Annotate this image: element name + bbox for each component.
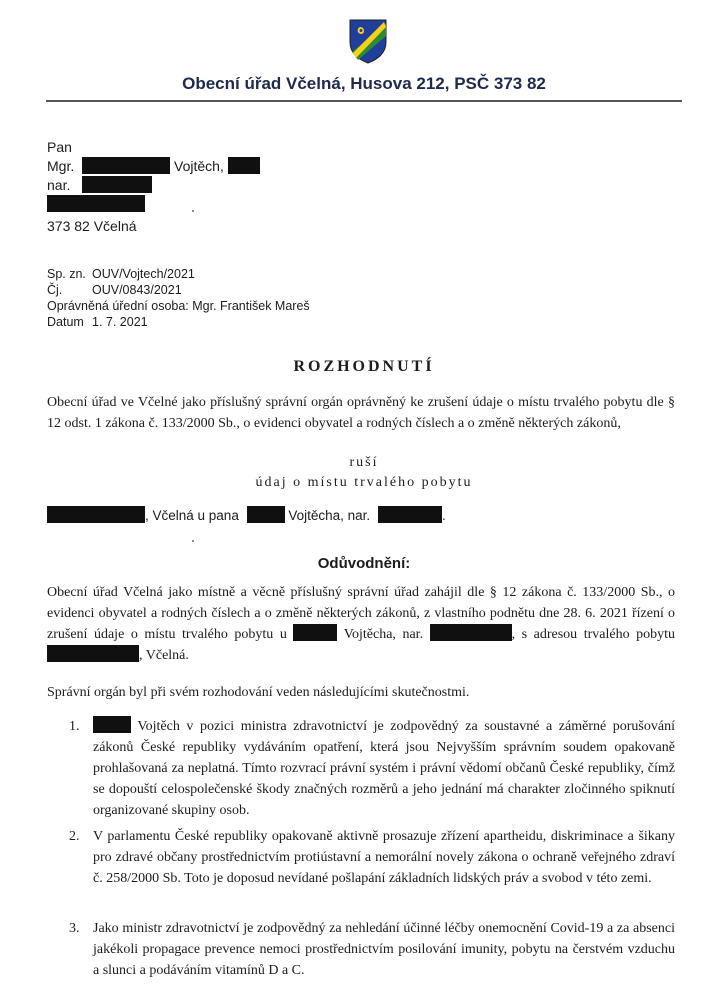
redaction-bar bbox=[93, 716, 131, 733]
scan-speck bbox=[192, 540, 194, 542]
decision-line: , Včelná u pana Vojtěcha, nar. . bbox=[47, 505, 675, 526]
redaction-bar bbox=[47, 195, 145, 212]
coat-of-arms-emblem bbox=[348, 18, 388, 64]
scan-speck bbox=[192, 210, 194, 212]
redaction-bar bbox=[247, 506, 285, 523]
recipient-first-name: Vojtěch, bbox=[174, 158, 224, 174]
redaction-bar bbox=[430, 624, 512, 641]
header-divider bbox=[46, 100, 682, 102]
city-line: 373 82 Včelná bbox=[47, 218, 137, 234]
decision-object: údaj o místu trvalého pobytu bbox=[255, 475, 473, 490]
office-header: Obecní úřad Včelná, Husova 212, PSČ 373 82 bbox=[182, 74, 546, 93]
facts-intro: Správní orgán byl při svém rozhodování veden následujícími skutečnostmi. bbox=[47, 685, 470, 700]
item-number: 3. bbox=[69, 921, 80, 936]
redaction-bar bbox=[47, 506, 145, 523]
redaction-bar bbox=[82, 157, 170, 174]
document-title: ROZHODNUTÍ bbox=[293, 358, 435, 375]
intro-paragraph: Obecní úřad ve Včelné jako příslušný správní orgán oprávněný ke zrušení údaje o místu trvalého pobytu dle § 12 odst. 1 zákona č. 133/2000 Sb., o evidenci obyvatel a rodných číslech a o změně některých zákonů, bbox=[47, 395, 675, 431]
ref-official: Oprávněná úřední osoba: Mgr. František Mareš bbox=[47, 299, 310, 313]
redaction-bar bbox=[378, 506, 442, 523]
reasoning-paragraph: Obecní úřad Včelná jako místně a věcně příslušný správní úřad zahájil dle § 12 zákona č. 133/2000 Sb., o evidenci obyvatel a rodných číslech a o změně některých zákonů, z vlastního podnětu dne 28. 6. 2021 řízení o zrušení údaje o místu trvalého pobytu u Vojtěcha, nar. , s adresou trvalého pobytu , Včelná. bbox=[47, 585, 676, 663]
reasoning-title: Odůvodnění: bbox=[317, 555, 411, 572]
list-item bbox=[47, 826, 677, 910]
salutation: Pan bbox=[47, 139, 72, 155]
ref-file-number: Sp. zn. OUV/Vojtech/2021 bbox=[47, 267, 195, 281]
redaction-bar bbox=[228, 157, 260, 174]
item-text: Vojtěch v pozici ministra zdravotnictví je zodpovědný za soustavné a záměrné porušování zákonů České republiky vydáváním opatření, která jsou Nejvyšším správním soudem opakovaně prohlašovaná za neplatná. Tímto rozvrací právní systém i právní vědomí občanů České republiky, čímž se dopouští celospolečenské škody značných rozměrů a jeho jednání má charakter zločinného spiknutí organizované skupiny osob. bbox=[93, 716, 675, 821]
list-item bbox=[47, 716, 677, 826]
birth-prefix: nar. bbox=[47, 177, 71, 193]
reference-block bbox=[47, 266, 310, 330]
item-number: 2. bbox=[69, 829, 80, 844]
item-number: 1. bbox=[69, 719, 80, 734]
redaction-bar bbox=[82, 176, 152, 193]
ref-case-number: Čj. OUV/0843/2021 bbox=[47, 283, 182, 297]
decision-verb: ruší bbox=[349, 455, 379, 470]
redaction-bar bbox=[293, 624, 337, 641]
item-text: Jako ministr zdravotnictví je zodpovědný za nehledání účinné léčby onemocnění Covid-19 a za absenci jakékoli propagace prevence nemoci prostřednictvím posilování imunity, pobytu na čerstvém vzduchu a slunci a podáváním vitamínů D a C. bbox=[93, 921, 675, 978]
title-prefix: Mgr. bbox=[47, 158, 75, 174]
street-line bbox=[47, 195, 260, 214]
redaction-bar bbox=[47, 645, 139, 662]
recipient-address bbox=[47, 138, 260, 236]
item-text: V parlamentu České republiky opakovaně aktivně prosazuje zřízení apartheidu, diskriminace a šikany pro zdravé občany prostřednictvím protiústavní a nemorální novely zákona o ochraně veřejného zdraví č. 258/2000 Sb. Toto je doposud nevídané pošlapání základních lidských práv a svobod v této zemi. bbox=[93, 829, 675, 886]
list-item bbox=[47, 918, 677, 984]
ref-date: Datum 1. 7. 2021 bbox=[47, 315, 148, 329]
recipient-name-line bbox=[47, 157, 260, 176]
birth-line bbox=[47, 176, 260, 195]
